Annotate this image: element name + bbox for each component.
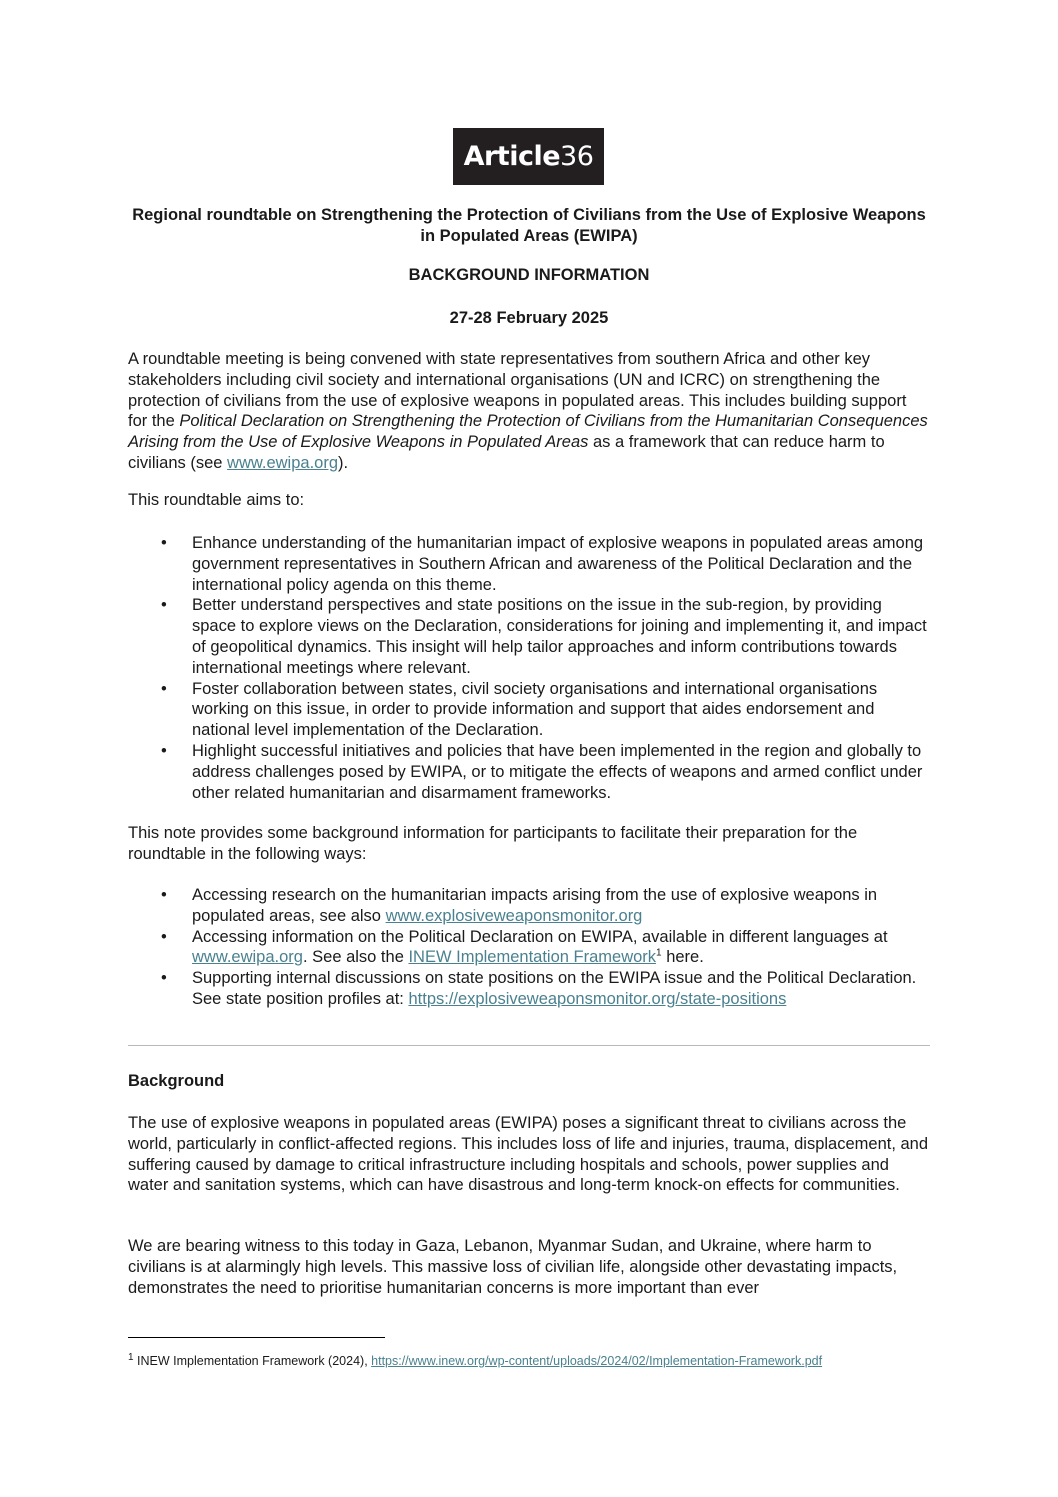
document-title: Regional roundtable on Strengthening the Protection of Civilians from the Use of Explosive Weapons in Populated Areas (EWIPA)	[132, 206, 926, 245]
logo-text: Article36	[463, 141, 594, 172]
footnote: $^1$ INEW Implementation Framework (2024), https://www.inew.org/wp-content/uploads/2024/02/Implementation-Framework.pdf	[128, 1351, 823, 1368]
list-item: • Enhance understanding of the humanitarian impact of explosive weapons in populated areas among government representatives in Southern African and awareness of the Political Declaration and the international policy agenda on this theme.	[161, 534, 924, 594]
ewipa-link[interactable]: www.ewipa.org	[227, 453, 339, 472]
list-item: • Better understand perspectives and state positions on the issue in the sub-region, by providing space to explore views on the Declaration, considerations for joining and implementing it, and impact of geopolitical dynamics. This insight will help tailor approaches and inform contributions towards international meetings where relevant.	[161, 596, 927, 677]
inew-pdf-link[interactable]: https://www.inew.org/wp-content/uploads/2024/02/Implementation-Framework.pdf	[371, 1354, 823, 1368]
footnote-ref[interactable]: 1	[656, 947, 662, 959]
intro-paragraph: A roundtable meeting is being convened with state representatives from southern Africa and other key stakeholders including civil society and international organisations (UN and ICRC) on strengthening the protection of civilians from the use of explosive weapons in populated areas. This includes building support for the Political Declaration on Strengthening the Protection of Civilians from the Humanitarian Consequences Arising from the Use of Explosive Weapons in Populated Areas as a framework that can reduce harm to civilians (see www.ewipa.org).	[128, 350, 928, 472]
background-paragraph-2: We are bearing witness to this today in Gaza, Lebanon, Myanmar Sudan, and Ukraine, where harm to civilians is at alarmingly high levels. This massive loss of civilian life, alongside other devastating impacts, demonstrates the need to prioritise humanitarian concerns is more important than ever	[128, 1237, 898, 1297]
note-intro: This note provides some background information for participants to facilitate their preparation for the roundtable in the following ways:	[128, 824, 858, 863]
background-paragraph-1: The use of explosive weapons in populated areas (EWIPA) poses a significant threat to civilians across the world, particularly in conflict-affected regions. This includes loss of life and injuries, trauma, displacement, and suffering caused by damage to critical infrastructure including hospitals and schools, power supplies and water and sanitation systems, which can have disastrous and long-term knock-on effects for communities.	[128, 1114, 929, 1195]
footnote-divider	[128, 1337, 385, 1338]
declaration-title: Political Declaration on Strengthening the Protection of Civilians from the Humanitarian Consequences Arising from the Use of Explosive Weapons in Populated Areas	[128, 412, 928, 452]
footnote-number: 1	[128, 1351, 134, 1363]
bullet-icon: •	[161, 969, 167, 988]
explosive-weapons-monitor-link[interactable]: www.explosiveweaponsmonitor.org	[385, 906, 643, 925]
document-subtitle: BACKGROUND INFORMATION	[408, 266, 650, 284]
bullet-icon: •	[161, 596, 167, 615]
state-positions-link[interactable]: https://explosiveweaponsmonitor.org/state-positions	[408, 989, 787, 1008]
inew-framework-link[interactable]: INEW Implementation Framework	[408, 948, 657, 967]
aims-list	[128, 533, 930, 803]
list-item: • Accessing information on the Political Declaration on EWIPA, available in different languages at www.ewipa.org. See also the INEW Implementation Framework$^1$ here.	[161, 927, 888, 967]
background-heading: Background	[128, 1072, 225, 1090]
ways-list	[128, 885, 930, 1010]
list-item: • Foster collaboration between states, civil society organisations and international organisations working on this issue, in order to provide information and support that aides endorsement and national level implementation of the Declaration.	[161, 679, 878, 740]
bullet-icon: •	[161, 886, 167, 904]
bullet-icon: •	[161, 741, 167, 760]
event-date: 27-28 February 2025	[449, 309, 609, 327]
section-divider	[128, 1045, 930, 1046]
list-item: • Highlight successful initiatives and policies that have been implemented in the region and globally to address challenges posed by EWIPA, or to mitigate the effects of weapons and armed conflict under other related humanitarian and disarmament frameworks.	[161, 741, 923, 802]
list-item: • Accessing research on the humanitarian impacts arising from the use of explosive weapons in populated areas, see also www.explosiveweaponsmonitor.org	[161, 886, 878, 925]
bullet-icon: •	[161, 927, 167, 946]
article36-logo	[453, 128, 604, 185]
ewipa-link[interactable]: www.ewipa.org	[192, 948, 303, 967]
bullet-icon: •	[161, 534, 167, 552]
list-item: • Supporting internal discussions on state positions on the EWIPA issue and the Political Declaration. See state position profiles at: https://explosiveweaponsmonitor.org/state-positions	[161, 969, 917, 1008]
aims-intro: This roundtable aims to:	[128, 491, 305, 509]
bullet-icon: •	[161, 679, 167, 698]
